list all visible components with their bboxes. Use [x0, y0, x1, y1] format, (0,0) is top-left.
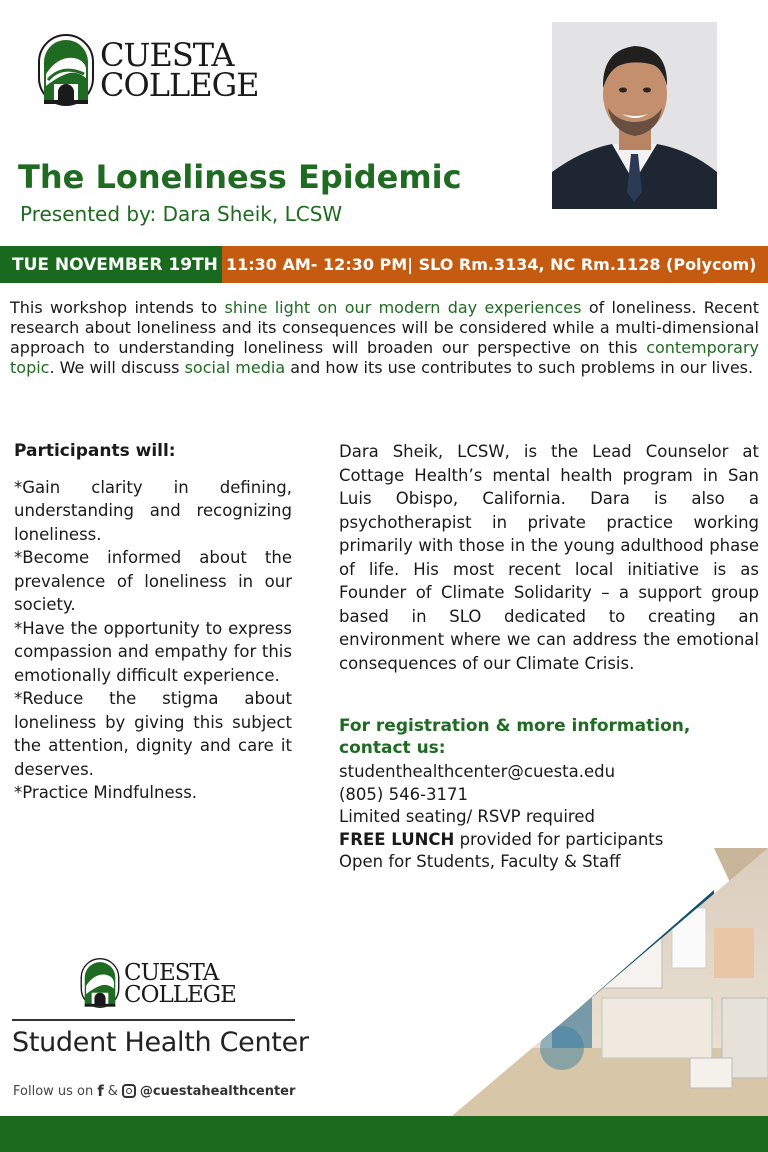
- intro-highlight-3: social media: [184, 358, 286, 377]
- footer-bar: [0, 1116, 768, 1152]
- free-lunch-label: FREE LUNCH: [339, 829, 455, 849]
- seating-note: Limited seating/ RSVP required: [339, 807, 595, 826]
- presenter-bio-section: [339, 440, 759, 874]
- participant-item: *Practice Mindfulness.: [14, 783, 198, 802]
- student-health-center-title: Student Health Center: [12, 1027, 309, 1058]
- social-handle[interactable]: @cuestahealthcenter: [139, 1083, 296, 1099]
- instagram-icon[interactable]: [122, 1084, 136, 1098]
- intro-highlight-2: contemporary topic: [10, 338, 759, 377]
- participant-item: *Reduce the stigma about loneliness by giving this subject the attention, dignity and care it deserves.: [14, 689, 292, 779]
- follow-label: Follow us on: [13, 1083, 94, 1099]
- divider: [12, 1019, 295, 1021]
- event-title: The Loneliness Epidemic: [18, 158, 462, 196]
- exam-room-image: [452, 848, 768, 1116]
- date-banner: [0, 246, 768, 283]
- participant-item: *Become informed about the prevalence of loneliness in our society.: [14, 548, 292, 614]
- intro-text-4: and how its use contributes to such problems in our lives.: [285, 358, 754, 377]
- event-time-location: 11:30 AM- 12:30 PM| SLO Rm.3134, NC Rm.1128 (Polycom): [222, 246, 768, 283]
- cuesta-arch-icon: [38, 34, 94, 106]
- presenter-bio: Dara Sheik, LCSW, is the Lead Counselor at Cottage Health’s mental health program in San Luis Obispo, California. Dara is also a psychotherapist in private practice working primarily with those in the young adulthood phase of life. His most recent local initiative is as Founder of Climate Solidarity – a support group based in SLO dedicated to creating an environment where we can address the emotional consequences of our Climate Crisis.: [339, 442, 759, 673]
- facebook-icon[interactable]: f: [97, 1082, 104, 1100]
- intro-paragraph: [10, 298, 759, 378]
- contact-phone[interactable]: (805) 546-3171: [339, 784, 469, 804]
- lunch-note-text: provided for participants: [454, 829, 664, 849]
- logo-word-college: COLLEGE: [124, 982, 236, 1008]
- participant-item: *Have the opportunity to express compassion and empathy for this emotionally difficult experience.: [14, 618, 292, 685]
- presenter-line: Presented by: Dara Sheik, LCSW: [20, 202, 343, 226]
- intro-text-1: This workshop intends to: [10, 298, 225, 317]
- participants-heading: Participants will:: [14, 441, 176, 461]
- contact-heading: For registration & more information, contact us:: [339, 716, 691, 758]
- participants-section: [14, 440, 292, 805]
- cuesta-college-logo: [38, 34, 259, 108]
- participant-item: *Gain clarity in defining, understanding and recognizing loneliness.: [14, 477, 292, 544]
- event-date: TUE NOVEMBER 19TH: [0, 246, 222, 283]
- logo-word-cuesta: CUESTA: [100, 36, 234, 74]
- contact-email[interactable]: studenthealthcenter@cuesta.edu: [339, 762, 616, 781]
- intro-text-2: of loneliness. Recent research about loneliness and its consequences will be considered while a multi-dimensional approach to understanding loneliness will broaden our perspective on this: [10, 298, 760, 357]
- cuesta-arch-icon: [80, 958, 120, 1008]
- ampersand: &: [107, 1083, 118, 1099]
- audience-note: Open for Students, Faculty & Staff: [339, 852, 621, 871]
- intro-text-3: . We will discuss: [49, 358, 185, 377]
- logo-word-cuesta: CUESTA: [124, 960, 219, 986]
- cuesta-college-logo-footer: [80, 958, 236, 1010]
- logo-word-college: COLLEGE: [100, 66, 259, 104]
- presenter-photo: [552, 22, 717, 209]
- social-follow: [13, 1082, 295, 1100]
- intro-highlight-1: shine light on our modern day experiences: [224, 298, 582, 317]
